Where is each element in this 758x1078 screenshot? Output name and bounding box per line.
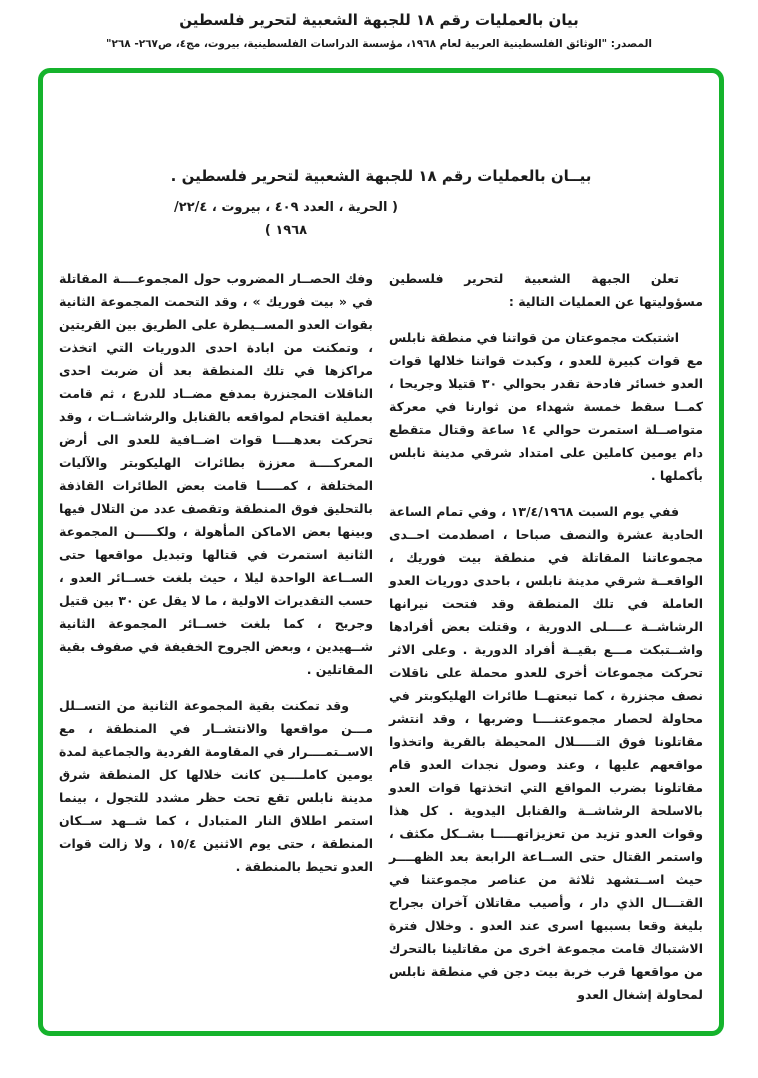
document-title: بيــان بالعمليات رقم ١٨ للجبهة الشعبية لتحرير فلسطين . [170,167,592,185]
paragraph: تعلن الجبهة الشعبية لتحرير فلسطين مسؤوليتها عن العمليات التالية : [389,271,703,309]
document-frame [38,68,724,1036]
document-scan [43,73,719,1019]
paragraph: اشتبكت مجموعتان من قواتنا في منطقة نابلس مع قوات كبيرة للعدو ، وكبدت قواتنا خلالها قوات العدو خسائر فادحة تقدر بحوالي ٣٠ قتيلا وجريحا ، كمــا سقط خمسة شهداء من ثوارنا في معركة متواصــلة استمرت حوالي ١٤ ساعة وقتال متقطع دام يومين كاملين على امتداد شرقي مدينة نابلس بأكملها . [389,330,704,483]
document-citation [104,196,468,242]
page-header [0,0,758,52]
column-right [389,267,703,1019]
citation-line-2: ١٩٦٨ ) [264,223,308,238]
column-left [59,267,373,1019]
document-columns [59,267,703,1019]
paragraph: ففي يوم السبت ١٣/٤/١٩٦٨ ، وفي تمام الساعة الحادية عشرة والنصف صباحا ، اصطدمت احــدى مجموعاتنا المقاتلة في منطقة بيت فوريك ، الواقعــة شرقي مدينة نابلس ، باحدى دوريات العدو العاملة في تلك المنطقة وقد فتحت نيرانها الرشاشــة عــــلى الدورية ، وقتلت بعض أفرادها واشــتبكت مـــع بقيــة أفراد الدورية . وعلى الاثر تحركت مجموعات أخرى للعدو محملة على ناقلات نصف مجنزرة ، كما تبعتهــا طائرات الهليكوبتر في محاولة لحصار مجموعتنــــا وضربها ، وقد انتشر مقاتلونا فوق التـــــلال المحيطة بالقرية واتخذوا مواقعهم عليها ، وعند وصول نجدات العدو قام مقاتلونا بضرب المواقع التي اتخذتها قوات العدو بالاسلحة الرشاشــة والقنابل اليدوية . كل هذا وقوات العدو تزيد من تعزيزاتهـــــا بشــكل مكثف ، واستمر القتال حتى الســاعة الرابعة بعد الظهــــر حيث اســتشهد ثلاثة من عناصر مجموعتنا في القتـــال الذي دار ، وأصيب مقاتلان آخران بجراح بليغة وقعا بسببها اسرى عند العدو . وخلال فترة الاشتباك قامت مجموعة اخرى من مقاتلينا بالتحرك من مواقعها قرب خربة بيت دجن في منطقة نابلس لمحاولة إشغال العدو [389,504,703,1002]
page-header-source: المصدر: "الوثائق الفلسطينية العربية لعام ١٩٦٨، مؤسسة الدراسات الفلسطينية، بيروت، مج٤، ص٢٦٧- ٢٦٨" [105,38,653,50]
paragraph: وقد تمكنت بقية المجموعة الثانية من التســلل مـــن مواقعها والانتشــار في المنطقة ، مع الاســتمــــرار في المقاومة الفردية والجماعية لمدة يومين كاملــــين كانت خلالها كل المنطقة شرق مدينة نابلس تقع تحت حظر مشدد للتجول ، بينما استمر اطلاق النار المتبادل ، كما شــهد ســكان المنطقة ، حتى يوم الاثنين ١٥/٤ ، ولا زالت قوات العدو تحيط بالمنطقة . [59,698,373,874]
citation-line-1: ( الحرية ، العدد ٤٠٩ ، بيروت ، ٢٢/٤/ [174,200,398,215]
page-header-title: بيان بالعمليات رقم ١٨ للجبهة الشعبية لتحرير فلسطين [179,11,579,29]
paragraph: وفك الحصــار المضروب حول المجموعــــة المقاتلة في « بيت فوريك » ، وقد التحمت المجموعة الثانية بقوات العدو المســيطرة على الطريق بين القريتين ، وتمكنت من ابادة احدى الدوريات التي اتخذت مراكزها في تلك المنطقة بعد أن ضربت احدى الناقلات المجنزرة بمدفع مضــاد للدرع ، ثم قامت بعملية اقتحام لمواقعه بالقنابل والرشاشــات ، وقد تحركت بعدهــــا قوات اضــافية للعدو الى أرض المعركــــة معززة بطائرات الهليكوبتر والآليات المختلفة ، كمـــــا قامت بعض الطائرات القاذفة بالتحليق فوق المنطقة وتقصف عدد من التلال فيها وبينها بعض الاماكن المأهولة ، ولكـــــن المجموعة الثانية استمرت في قتالها وتبديل مواقعها حتى الســاعة الواحدة ليلا ، حيث بلغت خســائر العدو ، حسب التقديرات الاولية ، ما لا يقل عن ٣٠ بين قتيل وجريح ، كما بلغت خســائر المجموعة الثانية شــهيدين ، وبعض الجروح الخفيفة في صفوف بقية المقاتلين . [59,271,373,677]
